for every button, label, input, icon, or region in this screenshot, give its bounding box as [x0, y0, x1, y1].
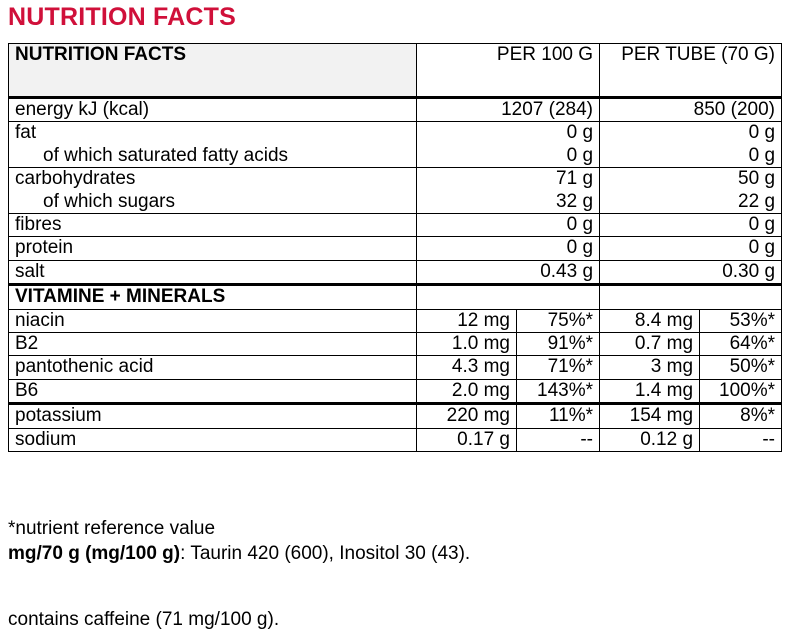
table-row [9, 98, 782, 122]
nrv-per-100g: 11%* [517, 404, 600, 428]
amount-per-tube: 0.7 mg [600, 333, 700, 356]
header-per-100g: PER 100 G [417, 44, 600, 98]
nutrient-name: potassium [9, 404, 417, 428]
value-per-tube-group [600, 168, 782, 214]
amount-per-100g: 220 mg [417, 404, 517, 428]
value-per-tube: 0 g [748, 144, 776, 166]
nrv-per-100g: 71%* [517, 356, 600, 379]
value-per-100g-group [417, 168, 600, 214]
value-per-tube: 0 g [600, 237, 782, 260]
amount-per-tube: 8.4 mg [600, 309, 700, 332]
value-per-100g: 71 g [556, 168, 594, 190]
value-per-100g: 0 g [417, 214, 600, 237]
table-header-row [9, 44, 782, 98]
value-per-tube: 0 g [600, 214, 782, 237]
amount-per-tube: 1.4 mg [600, 379, 700, 403]
nutrient-name: B2 [9, 333, 417, 356]
footnote-extra-bold: mg/70 g (mg/100 g) [8, 543, 181, 564]
footnote-caffeine: contains caffeine (71 mg/100 g). [8, 609, 280, 630]
vitamins-header: VITAMINE + MINERALS [9, 285, 417, 309]
value-per-tube: 22 g [738, 190, 776, 212]
nutrient-name: niacin [9, 309, 417, 332]
nrv-per-tube: 53%* [700, 309, 782, 332]
amount-per-100g: 0.17 g [417, 428, 517, 451]
table-row [9, 309, 782, 332]
value-per-100g: 0.43 g [417, 260, 600, 284]
value-per-tube: 0 g [748, 122, 776, 144]
value-per-100g-group [417, 122, 600, 168]
amount-per-tube: 0.12 g [600, 428, 700, 451]
nutrient-name: protein [9, 237, 417, 260]
table-row [9, 168, 782, 214]
footnote-extra-rest: : Taurin 420 (600), Inositol 30 (43). [180, 543, 471, 564]
value-per-tube: 0.30 g [600, 260, 782, 284]
value-per-100g: 1207 (284) [417, 98, 600, 122]
table-row [9, 122, 782, 168]
nrv-per-tube: -- [700, 428, 782, 451]
nutrient-name-group [9, 168, 417, 214]
table-row [9, 333, 782, 356]
header-label: NUTRITION FACTS [9, 44, 417, 98]
footnote-extra [8, 543, 470, 565]
amount-per-100g: 1.0 mg [417, 333, 517, 356]
nutrient-name: pantothenic acid [9, 356, 417, 379]
table-row [9, 260, 782, 284]
amount-per-100g: 2.0 mg [417, 379, 517, 403]
footnote-nrv: *nutrient reference value [8, 518, 216, 539]
page-title: NUTRITION FACTS [8, 3, 236, 31]
nutrient-subname: of which sugars [43, 190, 176, 212]
nrv-per-100g: 75%* [517, 309, 600, 332]
value-per-100g: 32 g [556, 190, 594, 212]
nrv-per-100g: -- [517, 428, 600, 451]
nrv-per-tube: 50%* [700, 356, 782, 379]
nrv-per-tube: 100%* [700, 379, 782, 403]
nutrient-name: energy kJ (kcal) [9, 98, 417, 122]
table-row [9, 428, 782, 451]
nrv-per-tube: 64%* [700, 333, 782, 356]
header-per-tube: PER TUBE (70 G) [600, 44, 782, 98]
amount-per-tube: 3 mg [600, 356, 700, 379]
value-per-tube: 850 (200) [600, 98, 782, 122]
table-row [9, 404, 782, 428]
amount-per-tube: 154 mg [600, 404, 700, 428]
table-row [9, 379, 782, 403]
nutrient-name: fat [15, 122, 37, 144]
value-per-100g: 0 g [417, 237, 600, 260]
nutrient-name: carbohydrates [15, 168, 136, 190]
nrv-per-100g: 91%* [517, 333, 600, 356]
amount-per-100g: 4.3 mg [417, 356, 517, 379]
value-per-tube-group [600, 122, 782, 168]
table-row [9, 237, 782, 260]
nutrient-name: sodium [9, 428, 417, 451]
nutrient-name-group [9, 122, 417, 168]
value-per-100g: 0 g [566, 144, 594, 166]
nutrient-name: B6 [9, 379, 417, 403]
table-row [9, 356, 782, 379]
nutrient-subname: of which saturated fatty acids [43, 144, 289, 166]
vitamins-header-row [9, 285, 782, 309]
empty-cell [600, 285, 782, 309]
nutrient-name: salt [9, 260, 417, 284]
nutrition-table [8, 43, 782, 452]
amount-per-100g: 12 mg [417, 309, 517, 332]
nrv-per-tube: 8%* [700, 404, 782, 428]
table-row [9, 214, 782, 237]
value-per-tube: 50 g [738, 168, 776, 190]
empty-cell [417, 285, 600, 309]
nrv-per-100g: 143%* [517, 379, 600, 403]
nutrient-name: fibres [9, 214, 417, 237]
value-per-100g: 0 g [566, 122, 594, 144]
